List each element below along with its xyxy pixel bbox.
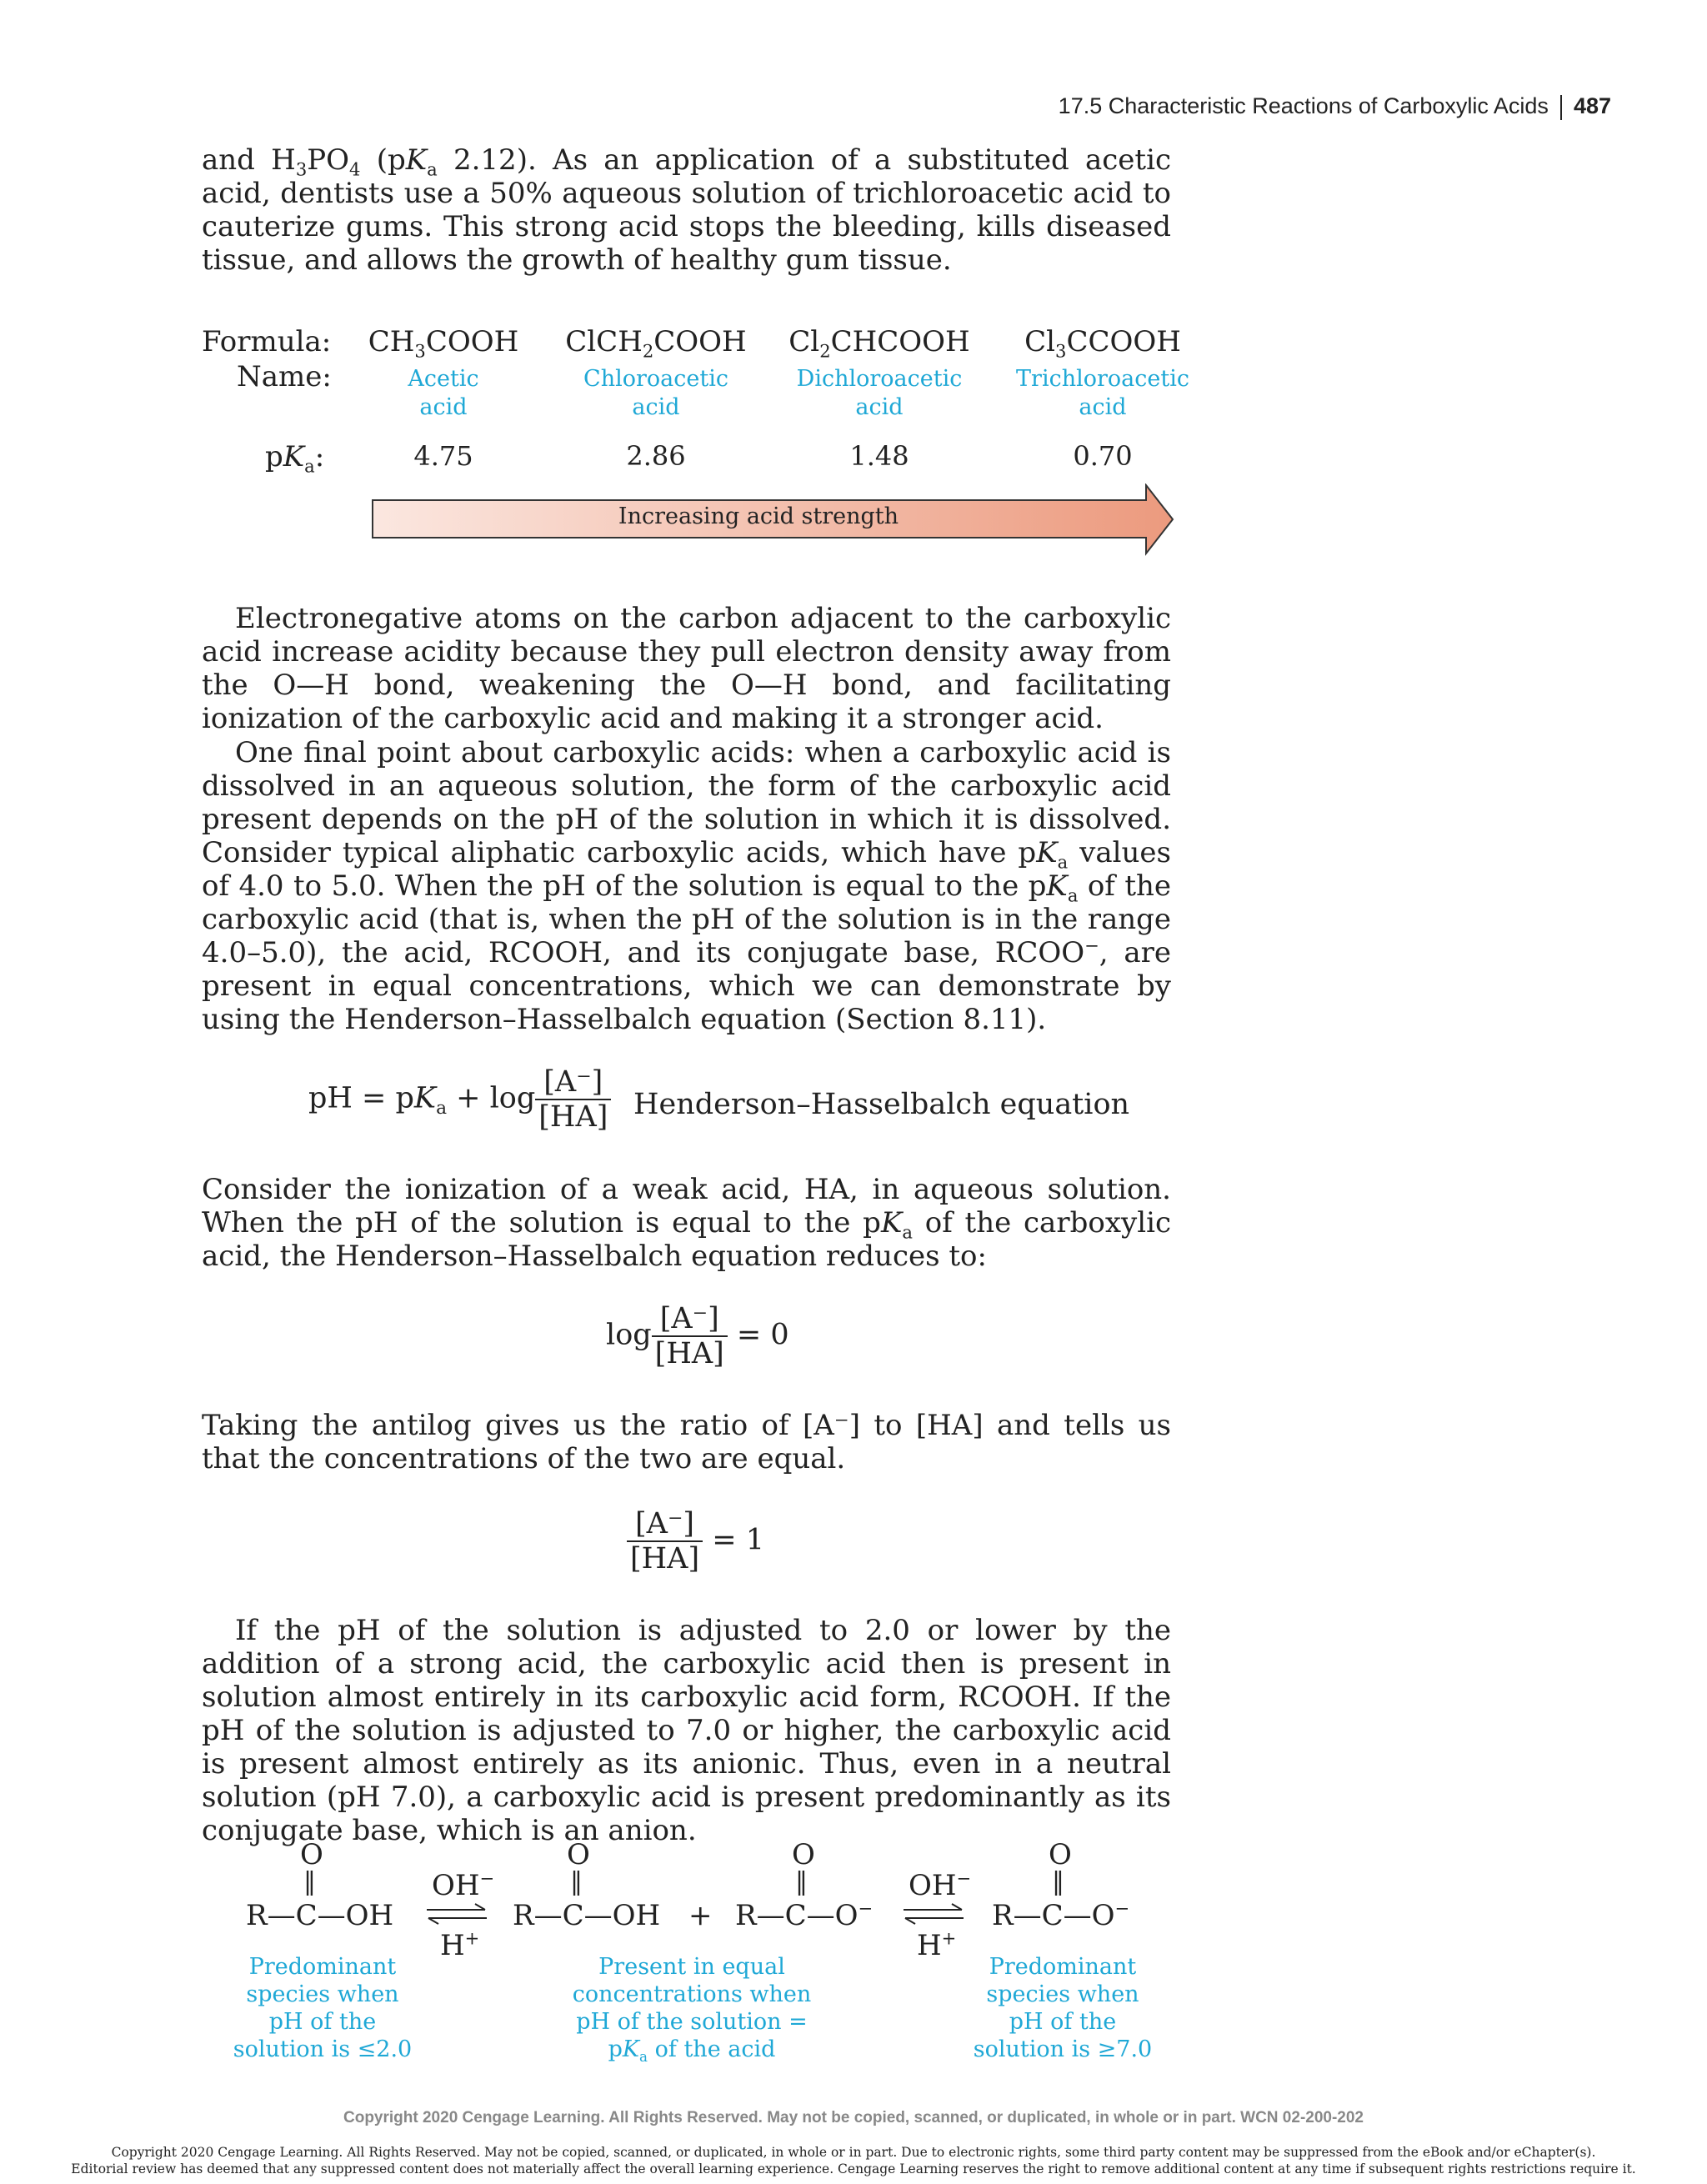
acid-name: Acetic acid — [408, 366, 479, 420]
proton-label-1: H+ — [440, 1927, 480, 1962]
double-bond-icon: ‖ — [303, 1867, 316, 1896]
log-ratio-equation: log $\frac{[A^-]}{[HA]}$ = 0 — [606, 1302, 789, 1370]
acid-formula: $CH_3COOH$ — [368, 325, 519, 362]
double-bond-icon: ‖ — [1052, 1867, 1064, 1896]
carbonyl-oxygen-2: O — [567, 1838, 590, 1871]
acid-column-dichloroacetic — [783, 325, 975, 492]
double-bond-icon: ‖ — [795, 1867, 808, 1896]
carbonyl-oxygen-1: O — [300, 1838, 323, 1871]
header-divider — [1560, 95, 1562, 120]
caption-high-ph: Predominant species when pH of the solution is ≥7.0 — [973, 1954, 1153, 2062]
paragraph-electronegative: Electronegative atoms on the carbon adjacent to the carboxylic acid increase acidity because they pull electron density away from the O—H bond, weakening the O—H bond, and facilitating ionization of the carboxylic acid and making it a stronger acid. — [202, 602, 1171, 735]
intro-paragraph: and $H_3PO_4$ ($pK_a$ 2.12). As an application of a substituted acetic acid, dentists use a 50% aqueous solution of trichloroacetic acid to cauterize gums. This strong acid stops the bleeding, kills diseased tissue, and allows the growth of healthy gum tissue. — [202, 143, 1172, 277]
carbonyl-oxygen-3: O — [792, 1838, 815, 1871]
acid-name: Chloroacetic acid — [583, 366, 728, 420]
hydroxide-label-1: OH− — [432, 1867, 495, 1902]
rcoo-right: R—C—O− — [992, 1897, 1130, 1932]
name-label: Name: — [237, 360, 332, 393]
acid-formula: $Cl_3CCOOH$ — [1024, 325, 1181, 362]
rcooh-left: R—C—OH — [246, 1899, 394, 1932]
acid-column-acetic — [360, 325, 527, 492]
ratio-equation: $\frac{[A^-]}{[HA]}$ = 1 — [627, 1507, 764, 1575]
copyright-notice: Copyright 2020 Cengage Learning. All Rights Reserved. May not be copied, scanned, or duplicated, in whole or in part. WCN 02-200-202 — [343, 2109, 1364, 2126]
page-number: 487 — [1573, 93, 1611, 118]
paragraph-final-point: One final point about carboxylic acids: when a carboxylic acid is dissolved in an aqueous solution, the form of the carboxylic acid present depends on the pH of the solution in which it is dissolved. Consider typical aliphatic carboxylic acids, which have $pK_a$ values of 4.0 to 5.0. When the pH of the solution is equal to the $pK_a$ of the carboxylic acid (that is, when the pH of the solution is in the range 4.0–5.0), the acid, RCOOH, and its conjugate base, RCOO−, are present in equal concentrations, which we can demonstrate by using the Henderson–Hasselbalch equation (Section 8.11). — [202, 736, 1172, 1036]
section-title: 17.5 Characteristic Reactions of Carboxylic Acids — [1058, 93, 1549, 118]
paragraph-antilog: Taking the antilog gives us the ratio of [A⁻] to [HA] and tells us that the concentrations of the two are equal. — [202, 1409, 1171, 1475]
rcooh-middle: R—C—OH — [513, 1899, 661, 1932]
proton-label-2: H+ — [917, 1927, 957, 1962]
acid-formula: $Cl_2CHCOOH$ — [788, 325, 970, 362]
henderson-hasselbalch-equation: pH = $pK_a + \log$ $\frac{[A^-]}{[HA]}$ — [308, 1065, 611, 1134]
pka-label: $pK_a$: — [265, 440, 325, 477]
hydroxide-label-2: OH− — [909, 1867, 972, 1902]
acid-column-chloroacetic — [560, 325, 752, 492]
paragraph-ph-adjust: If the pH of the solution is adjusted to 2.0 or lower by the addition of a strong acid, the carboxylic acid then is present in solution almost entirely in its carboxylic acid form, RCOOH. If the pH of the solution is adjusted to 7.0 or higher, the carboxylic acid is present almost entirely as its anionic. Thus, even in a neutral solution (pH 7.0), a carboxylic acid is present predominantly as its conjugate base, which is an anion. — [202, 1614, 1171, 1847]
caption-low-ph: Predominant species when pH of the solution is ≤2.0 — [233, 1954, 413, 2062]
double-bond-icon: ‖ — [570, 1867, 583, 1896]
arrow-label: Increasing acid strength — [618, 503, 899, 529]
rcoo-middle: R—C—O− — [735, 1897, 874, 1932]
equilibrium-arrow-icon — [902, 1903, 965, 1925]
copyright-disclaimer: Copyright 2020 Cengage Learning. All Rights Reserved. May not be copied, scanned, or duplicated, in whole or in part. Due to electronic rights, some third party content may be suppressed from the eBook and/or eChapter(s). Editorial review has deemed that any suppressed content does not materially affect the overall learning experience. Cengage Learning reserves the right to remove additional content at any time if subsequent rights restrictions require it. — [71, 2145, 1636, 2176]
acid-pka: 1.48 — [849, 440, 909, 472]
acid-name: Dichloroacetic acid — [796, 366, 963, 420]
equilibrium-arrow-icon — [425, 1903, 488, 1925]
acid-column-trichloroacetic — [1007, 325, 1199, 492]
plus-sign: + — [688, 1899, 713, 1932]
carbonyl-oxygen-4: O — [1049, 1838, 1072, 1871]
running-header — [1059, 93, 1611, 120]
acid-pka: 4.75 — [413, 440, 473, 472]
paragraph-weak-acid: Consider the ionization of a weak acid, HA, in aqueous solution. When the pH of the solution is equal to the $pK_a$ of the carboxylic acid, the Henderson–Hasselbalch equation reduces to: — [202, 1173, 1171, 1273]
acid-pka: 0.70 — [1073, 440, 1133, 472]
equation-label: Henderson–Hasselbalch equation — [633, 1088, 1130, 1121]
acid-pka: 2.86 — [626, 440, 686, 472]
formula-label: Formula: — [202, 325, 332, 358]
acid-name: Trichloroacetic acid — [1016, 366, 1189, 420]
acid-formula: ClCH$_2$COOH — [565, 325, 747, 362]
caption-equal-concentrations: Present in equal concentrations when pH of the solution = $pK_a$ of the acid — [572, 1954, 812, 2065]
